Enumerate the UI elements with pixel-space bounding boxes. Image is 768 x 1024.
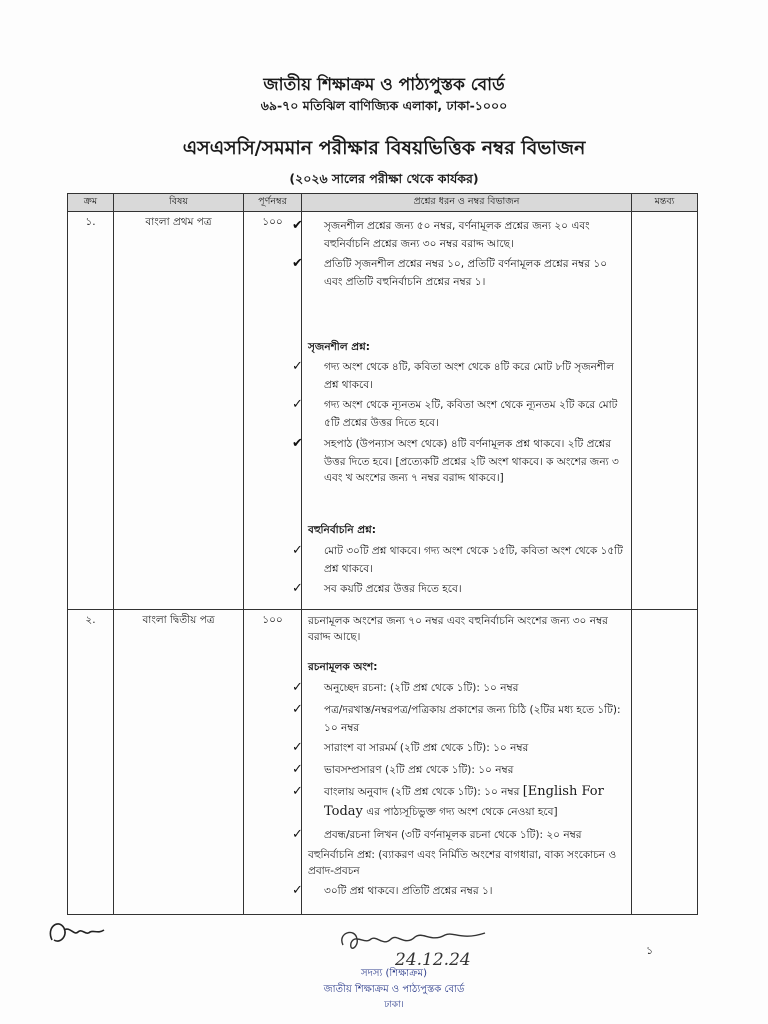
- check-mark-icon: ✓: [292, 784, 303, 800]
- list-item: ✓ প্রবন্ধ/রচনা লিখন (৩টি বর্ণনামূলক রচনা থেকে ১টি): ২০ নম্বর: [308, 825, 625, 845]
- header-serial: ক্রম: [68, 194, 114, 212]
- check-mark-icon: ✓: [292, 701, 303, 717]
- row-remarks: [632, 609, 698, 914]
- row-serial: ১.: [68, 211, 114, 609]
- list-item: ✔ সৃজনশীল প্রশ্নের জন্য ৫০ নম্বর, বর্ণনামূলক প্রশ্নের জন্য ২০ এবং বহুনির্বাচনি প্রশ্নের জন্য ৩০ নম্বর বরাদ্দ আছে।: [292, 217, 590, 250]
- document-title: এসএসসি/সমমান পরীক্ষার বিষয়ভিত্তিক নম্বর বিভাজন: [182, 137, 586, 159]
- row-remarks: [632, 211, 698, 609]
- marks-distribution-table: [67, 193, 698, 915]
- check-mark-icon: ✔: [292, 256, 303, 272]
- check-mark-icon: ✓: [292, 358, 303, 374]
- page-number: ১: [646, 944, 654, 957]
- stamp-organization: জাতীয় শিক্ষাক্রম ও পাঠ্যপুস্তক বোর্ড: [323, 984, 465, 995]
- check-mark-icon: ✔: [292, 435, 303, 451]
- check-mark-icon: ✓: [292, 580, 303, 596]
- section-heading: বহুনির্বাচনি প্রশ্ন:: [308, 524, 376, 537]
- list-item: ✔ সহপাঠ (উপন্যাস অংশ থেকে) ৪টি বর্ণনামূলক প্রশ্ন থাকবে। ২টি প্রশ্নের উত্তর দিতে হবে। [প্রত্যেকটি প্রশ্নের ২টি অংশ থাকবে। ক অংশের জন্য ৩ এবং খ অংশের জন্য ৭ নম্বর বরাদ্দ থাকবে।]: [292, 435, 619, 485]
- section-heading: সৃজনশীল প্রশ্ন:: [308, 340, 370, 353]
- header-subject: বিষয়: [114, 194, 244, 212]
- list-item: ✓ ভাবসম্প্রসারণ (২টি প্রশ্ন থেকে ১টি): ১০ নম্বর: [308, 760, 625, 780]
- check-mark-icon: ✓: [292, 542, 303, 558]
- initial-signature: [42, 912, 112, 952]
- table-row: [68, 609, 698, 914]
- table-header-row: [68, 194, 698, 212]
- table-row: [68, 211, 698, 609]
- list-item: ✓ গদ্য অংশ থেকে ৪টি, কবিতা অংশ থেকে ৪টি করে মোট ৮টি সৃজনশীল প্রশ্ন থাকবে।: [292, 358, 614, 391]
- header-full-marks: পূর্ণনম্বর: [244, 194, 302, 212]
- list-item: ✓ সব কয়টি প্রশ্নের উত্তর দিতে হবে।: [308, 579, 625, 599]
- check-mark-icon: ✓: [292, 762, 303, 778]
- row-description: [292, 211, 632, 609]
- list-item: ✓ বাংলায় অনুবাদ (২টি প্রশ্ন থেকে ১টি): ১০ নম্বর [English For Today এর পাঠ্যসূচিভুক্ত গদ্য অংশ থেকে নেওয়া হবে]: [292, 784, 604, 820]
- header-question-type: প্রশ্নের ধরন ও নম্বর বিভাজন: [302, 194, 632, 212]
- row-serial: ২.: [68, 609, 114, 914]
- check-mark-icon: ✓: [292, 679, 303, 695]
- header-remarks: মন্তব্য: [632, 194, 698, 212]
- stamp-role: সদস্য (শিক্ষাক্রম): [360, 968, 428, 979]
- organization-address: ৬৯-৭০ মতিঝিল বাণিজ্যিক এলাকা, ঢাকা-১০০০: [260, 98, 508, 113]
- list-item: ✔ প্রতিটি সৃজনশীল প্রশ্নের নম্বর ১০, প্রতিটি বর্ণনামূলক প্রশ্নের নম্বর ১০ এবং প্রতিটি বহুনির্বাচনি প্রশ্নের নম্বর ১।: [292, 256, 608, 289]
- organization-name: জাতীয় শিক্ষাক্রম ও পাঠ্যপুস্তক বোর্ড: [263, 75, 505, 95]
- list-item: ✓ ৩০টি প্রশ্ন থাকবে। প্রতিটি প্রশ্নের নম্বর ১।: [308, 881, 625, 901]
- intro-text: রচনামূলক অংশের জন্য ৭০ নম্বর এবং বহুনির্বাচনি অংশের জন্য ৩০ নম্বর বরাদ্দ আছে।: [308, 614, 608, 643]
- mcq-line: বহুনির্বাচনি প্রশ্ন: (ব্যাকরণ এবং নির্মিতি অংশের বাগধারা, বাক্য সংকোচন ও প্রবাদ-প্রবচন: [308, 848, 617, 878]
- check-mark-icon: ✔: [292, 217, 303, 233]
- list-item: ✓ পত্র/দরখাস্ত/নম্বরপত্র/পত্রিকায় প্রকাশের জন্য চিঠি (২টির মধ্য হতে ১টি): ১০ নম্বর: [292, 701, 621, 734]
- check-mark-icon: ✓: [292, 883, 303, 899]
- row-subject: বাংলা প্রথম পত্র: [114, 211, 244, 609]
- stamp-city: ঢাকা।: [384, 1000, 404, 1010]
- signature-date: 24.12.24: [395, 950, 471, 970]
- section-heading: রচনামূলক অংশ:: [308, 661, 378, 674]
- list-item: ✓ গদ্য অংশ থেকে ন্যূনতম ২টি, কবিতা অংশ থেকে ন্যূনতম ২টি করে মোট ৫টি প্রশ্নের উত্তর দিতে হবে।: [292, 397, 618, 430]
- document-subtitle: (২০২৬ সালের পরীক্ষা থেকে কার্যকর): [289, 171, 479, 186]
- check-mark-icon: ✓: [292, 826, 303, 842]
- row-subject: বাংলা দ্বিতীয় পত্র: [114, 609, 244, 914]
- list-item: ✓ সারাংশ বা সারমর্ম (২টি প্রশ্ন থেকে ১টি): ১০ নম্বর: [308, 738, 625, 758]
- row-description: [292, 609, 632, 914]
- row-full-marks: ১০০: [244, 609, 302, 914]
- list-item: ✓ অনুচ্ছেদ রচনা: (২টি প্রশ্ন থেকে ১টি): ১০ নম্বর: [308, 678, 625, 698]
- check-mark-icon: ✓: [292, 740, 303, 756]
- list-item: ✓ মোট ৩০টি প্রশ্ন থাকবে। গদ্য অংশ থেকে ১৫টি, কবিতা অংশ থেকে ১৫টি প্রশ্ন থাকবে।: [292, 542, 623, 575]
- check-mark-icon: ✓: [292, 397, 303, 413]
- row-full-marks: ১০০: [244, 211, 302, 609]
